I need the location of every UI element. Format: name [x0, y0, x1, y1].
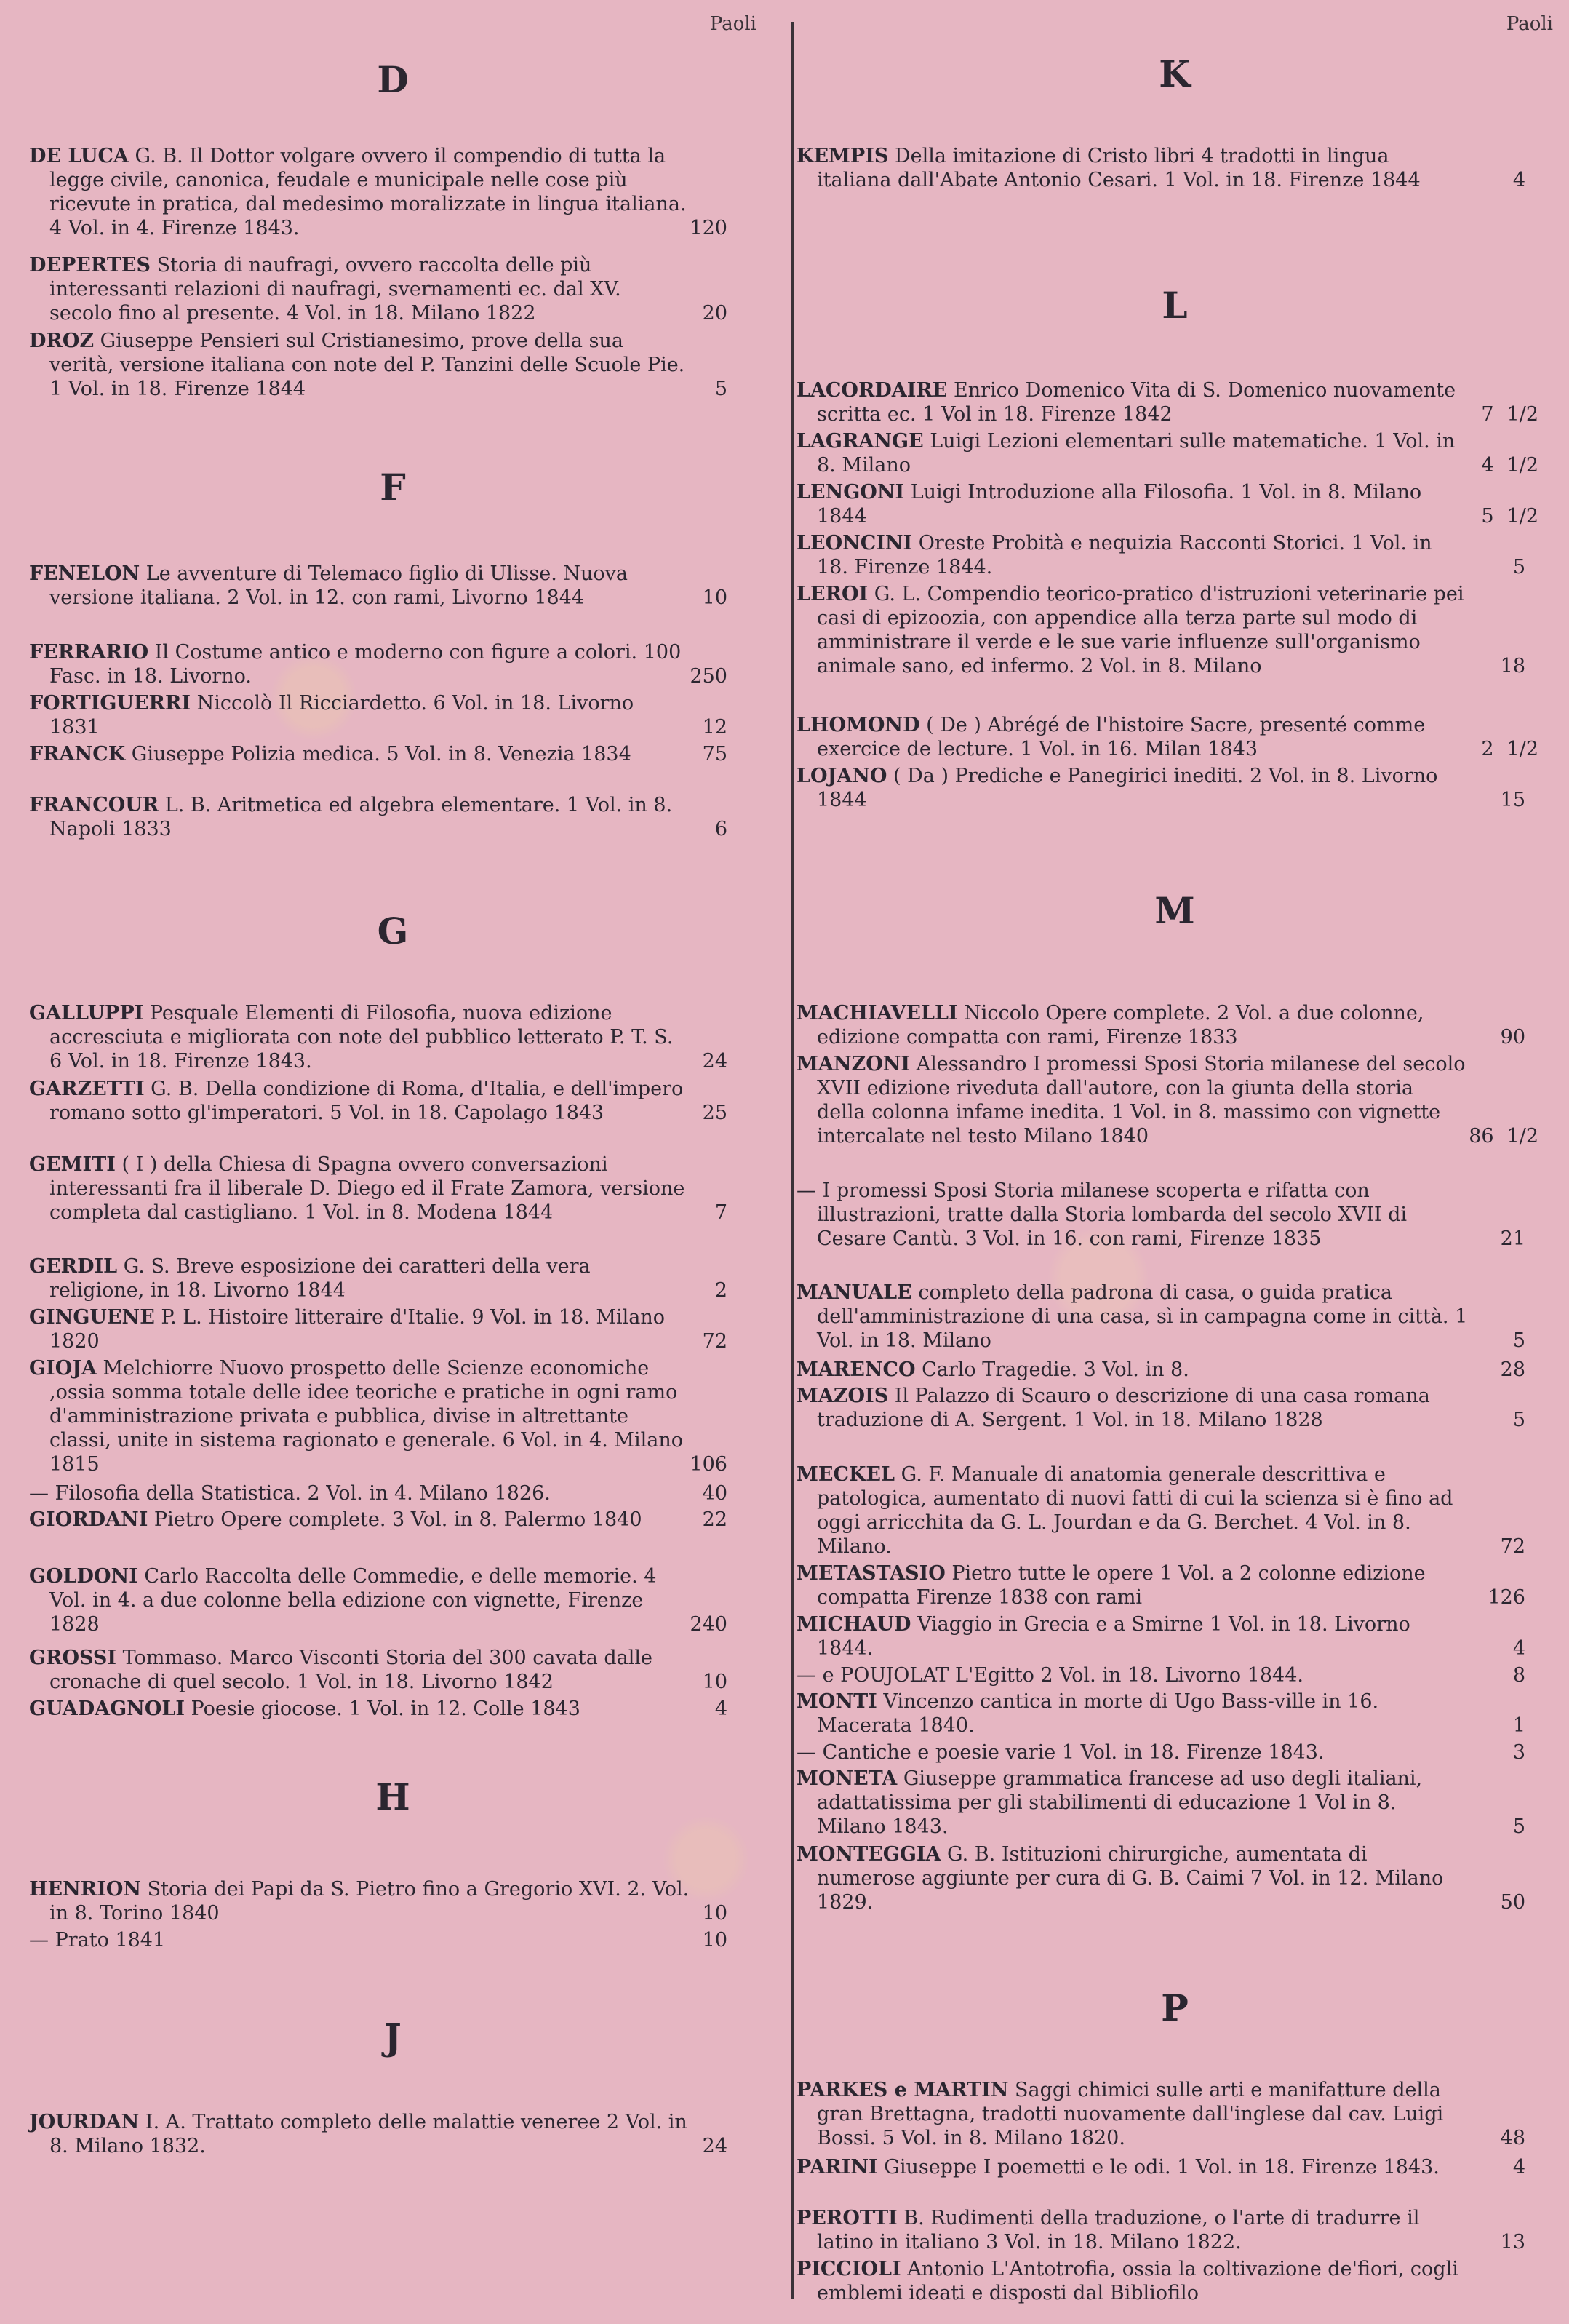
entry-price: 40	[702, 1482, 727, 1505]
entry-price: 12	[702, 716, 727, 739]
entry-price: 72	[702, 1330, 727, 1353]
entry-price: 5	[1512, 1409, 1525, 1431]
catalog-entry: MANUALE completo della padrona di casa, o guida pratica dell'amministrazione di una casa, sì in campagna come in città. 1 Vol. in 18. Milano 5	[797, 1281, 1553, 1353]
left-column	[29, 0, 756, 2324]
entry-price: 1	[1512, 1714, 1525, 1737]
entry-price: 2 1/2	[1481, 738, 1538, 760]
price-column-header: Paoli	[709, 13, 756, 35]
entry-price: 21	[1500, 1227, 1525, 1250]
entry-price: 250	[690, 665, 727, 688]
entry-price: 4	[1512, 169, 1525, 191]
entry-price: 15	[1500, 789, 1525, 811]
section-letter: G	[377, 910, 409, 952]
catalog-entry: MACHIAVELLI Niccolo Opere complete. 2 Vol. a due colonne, edizione compatta con rami, Firenze 1833 90	[797, 1001, 1553, 1049]
entry-price: 28	[1500, 1358, 1525, 1381]
catalog-entry: LEONCINI Oreste Probità e nequizia Racconti Storici. 1 Vol. in 18. Firenze 1844. 5	[797, 531, 1553, 579]
entry-price: 24	[702, 2135, 727, 2157]
entry-price: 126	[1488, 1586, 1525, 1609]
catalog-entry: JOURDAN I. A. Trattato completo delle malattie veneree 2 Vol. in 8. Milano 1832. 24	[29, 2111, 727, 2157]
entry-price: 90	[1500, 1026, 1525, 1048]
entry-price: 7	[714, 1201, 727, 1224]
entry-price: 7 1/2	[1481, 403, 1538, 426]
entry-price: 240	[690, 1613, 727, 1636]
catalog-entry: MECKEL G. F. Manuale di anatomia generale descrittiva e patologica, aumentato di nuovi fatti di cui la scienza si è fino ad oggi arricchita da G. L. Jourdan e da G. Berchet. 4 Vol. in 8. Milano. 72	[797, 1463, 1553, 1559]
entry-price: 4	[1512, 2156, 1525, 2178]
catalog-entry: LHOMOND ( De ) Abrégé de l'histoire Sacre, presenté comme exercice de lecture. 1 Vol. in 16. Milan 1843 2 1/2	[797, 714, 1538, 760]
catalog-entry: PICCIOLI Antonio L'Antotrofia, ossia la coltivazione de'fiori, cogli emblemi ideati e disposti dal Bibliofilo	[797, 2257, 1553, 2305]
catalog-entry: GIOJA Melchiorre Nuovo prospetto delle Scienze economiche ,ossia somma totale delle idee teoriche e pratiche in ogni ramo d'amministrazione privata e pubblica, divise in altrettante classi, unite in sistema ragionato e generale. 6 Vol. in 4. Milano 1815 106	[29, 1357, 727, 1476]
catalog-entry: MONETA Giuseppe grammatica francese ad uso degli italiani, adattatissima per gli stabilimenti di educazione 1 Vol in 8. Milano 1843. 5	[797, 1767, 1553, 1839]
price-column-header: Paoli	[1506, 13, 1553, 35]
catalog-entry: — e POUJOLAT L'Egitto 2 Vol. in 18. Livorno 1844. 8	[797, 1663, 1553, 1687]
entry-price: 4 1/2	[1481, 454, 1538, 477]
right-column	[797, 0, 1553, 2324]
entry-price: 4	[1512, 1637, 1525, 1660]
section-letter: D	[377, 58, 409, 101]
catalog-entry: GERDIL G. S. Breve esposizione dei caratteri della vera religione, in 18. Livorno 1844 2	[29, 1255, 727, 1302]
catalog-entry: HENRION Storia dei Papi da S. Pietro fino a Gregorio XVI. 2. Vol. in 8. Torino 1840 10	[29, 1878, 727, 1925]
entry-price: 24	[702, 1050, 727, 1073]
entry-price: 22	[702, 1508, 727, 1531]
entry-price: 5	[714, 378, 727, 400]
catalog-entry: MANZONI Alessandro I promessi Sposi Storia milanese del secolo XVII edizione riveduta dall'autore, con la giunta della storia della colonna infame inedita. 1 Vol. in 8. massimo con vignette intercalate nel testo Milano 1840 86 1/2	[797, 1053, 1538, 1147]
entry-price: 48	[1500, 2127, 1525, 2149]
catalog-entry: GARZETTI G. B. Della condizione di Roma, d'Italia, e dell'impero romano sotto gl'imperatori. 5 Vol. in 18. Capolago 1843 25	[29, 1078, 727, 1124]
entry-price: 106	[690, 1453, 727, 1476]
catalog-entry: GALLUPPI Pesquale Elementi di Filosofia, nuova edizione accresciuta e migliorata con note del pubblico letterato P. T. S. 6 Vol. in 18. Firenze 1843. 24	[29, 1002, 727, 1073]
catalog-entry: — Filosofia della Statistica. 2 Vol. in 4. Milano 1826. 40	[29, 1482, 727, 1505]
catalog-entry: MONTEGGIA G. B. Istituzioni chirurgiche, aumentata di numerose aggiunte per cura di G. B. Caimi 7 Vol. in 12. Milano 1829. 50	[797, 1842, 1553, 1914]
catalog-entry: PARINI Giuseppe I poemetti e le odi. 1 Vol. in 18. Firenze 1843. 4	[797, 2155, 1553, 2179]
catalog-entry: GUADAGNOLI Poesie giocose. 1 Vol. in 12. Colle 1843 4	[29, 1698, 727, 1720]
section-letter: P	[1161, 1986, 1189, 2029]
section-letter: H	[375, 1775, 410, 1818]
catalog-entry: GEMITI ( I ) della Chiesa di Spagna ovvero conversazioni interessanti fra il liberale D. Diego ed il Frate Zamora, versione completa dal castigliano. 1 Vol. in 8. Modena 1844 7	[29, 1153, 727, 1224]
entry-price: 3	[1512, 1741, 1525, 1764]
entry-price: 10	[702, 586, 727, 609]
section-letter: K	[1159, 52, 1191, 95]
entry-price: 5	[1512, 556, 1525, 578]
entry-price: 13	[1500, 2231, 1525, 2253]
section-letter: M	[1154, 889, 1195, 932]
entry-price: 20	[702, 302, 727, 325]
entry-price: 50	[1500, 1891, 1525, 1914]
catalog-entry: FENELON Le avventure di Telemaco figlio di Ulisse. Nuova versione italiana. 2 Vol. in 12. con rami, Livorno 1844 10	[29, 562, 727, 609]
entry-price: 25	[702, 1102, 727, 1124]
entry-price: 10	[702, 1902, 727, 1925]
entry-price: 10	[702, 1671, 727, 1693]
entry-price: 86 1/2	[1469, 1125, 1538, 1147]
entry-price: 8	[1512, 1664, 1525, 1687]
catalog-entry: — Cantiche e poesie varie 1 Vol. in 18. Firenze 1843. 3	[797, 1740, 1553, 1764]
catalog-entry: DROZ Giuseppe Pensieri sul Cristianesimo, prove della sua verità, versione italiana con note del P. Tanzini delle Scuole Pie. 1 Vol. in 18. Firenze 1844 5	[29, 330, 727, 400]
catalog-entry: DEPERTES Storia di naufragi, ovvero raccolta delle più interessanti relazioni di naufragi, svernamenti ec. dal XV. secolo fino al presente. 4 Vol. in 18. Milano 1822 20	[29, 254, 727, 325]
entry-price: 2	[714, 1279, 727, 1302]
entry-price: 120	[690, 217, 727, 239]
entry-price: 6	[714, 818, 727, 840]
catalog-entry: MICHAUD Viaggio in Grecia e a Smirne 1 Vol. in 18. Livorno 1844. 4	[797, 1612, 1553, 1660]
catalog-entry: FORTIGUERRI Niccolò Il Ricciardetto. 6 Vol. in 18. Livorno 1831 12	[29, 692, 727, 739]
entry-price	[1525, 2281, 1538, 2305]
catalog-entry: LEROI G. L. Compendio teorico-pratico d'istruzioni veterinarie pei casi di epizoozia, con appendice alla terza parte sul modo di amministrare il verde e le sue varie influenze sull'organismo animale sano, ed infermo. 2 Vol. in 8. Milano 18	[797, 582, 1553, 678]
catalog-entry: METASTASIO Pietro tutte le opere 1 Vol. a 2 colonne edizione compatta Firenze 1838 con rami 126	[797, 1561, 1553, 1609]
entry-price: 5	[1512, 1815, 1525, 1838]
entry-price: 75	[702, 743, 727, 765]
catalog-entry: LACORDAIRE Enrico Domenico Vita di S. Domenico nuovamente scritta ec. 1 Vol in 18. Firenze 1842 7 1/2	[797, 379, 1538, 426]
catalog-entry: MAZOIS Il Palazzo di Scauro o descrizione di una casa romana traduzione di A. Sergent. 1 Vol. in 18. Milano 1828 5	[797, 1384, 1553, 1432]
entry-price: 5 1/2	[1481, 505, 1538, 528]
catalog-entry: FERRARIO Il Costume antico e moderno con figure a colori. 100 Fasc. in 18. Livorno. 250	[29, 641, 727, 688]
catalog-entry: FRANCK Giuseppe Polizia medica. 5 Vol. in 8. Venezia 1834 75	[29, 743, 727, 765]
catalog-entry: KEMPIS Della imitazione di Cristo libri 4 tradotti in lingua italiana dall'Abate Antonio Cesari. 1 Vol. in 18. Firenze 1844 4	[797, 144, 1553, 192]
catalog-entry: MARENCO Carlo Tragedie. 3 Vol. in 8. 28	[797, 1358, 1553, 1382]
catalog-entry: LAGRANGE Luigi Lezioni elementari sulle matematiche. 1 Vol. in 8. Milano 4 1/2	[797, 430, 1538, 477]
entry-price: 72	[1500, 1535, 1525, 1558]
catalog-entry: LOJANO ( Da ) Prediche e Panegirici inediti. 2 Vol. in 8. Livorno 1844 15	[797, 764, 1553, 812]
catalog-entry: GINGUENE P. L. Histoire litteraire d'Italie. 9 Vol. in 18. Milano 1820 72	[29, 1306, 727, 1353]
catalog-entry: — Prato 1841 10	[29, 1929, 727, 1951]
catalog-entry: MONTI Vincenzo cantica in morte di Ugo Bass-ville in 16. Macerata 1840. 1	[797, 1690, 1553, 1738]
catalog-entry: GROSSI Tommaso. Marco Visconti Storia del 300 cavata dalle cronache di quel secolo. 1 Vol. in 18. Livorno 1842 10	[29, 1647, 727, 1693]
catalog-entry: — I promessi Sposi Storia milanese scoperta e rifatta con illustrazioni, tratte dalla Storia lombarda del secolo XVII di Cesare Cantù. 3 Vol. in 16. con rami, Firenze 1835 21	[797, 1179, 1553, 1251]
column-divider	[791, 22, 794, 2299]
entry-price: 18	[1500, 655, 1525, 677]
entry-price: 4	[714, 1698, 727, 1720]
catalog-entry: GOLDONI Carlo Raccolta delle Commedie, e delle memorie. 4 Vol. in 4. a due colonne bella edizione con vignette, Firenze 1828 240	[29, 1565, 727, 1636]
section-letter: L	[1162, 284, 1188, 327]
section-letter: J	[384, 2015, 402, 2058]
catalog-entry: LENGONI Luigi Introduzione alla Filosofia. 1 Vol. in 8. Milano 1844 5 1/2	[797, 481, 1538, 528]
catalog-entry: FRANCOUR L. B. Aritmetica ed algebra elementare. 1 Vol. in 8. Napoli 1833 6	[29, 794, 727, 840]
entry-price: 5	[1512, 1329, 1525, 1352]
catalog-entry: PARKES e MARTIN Saggi chimici sulle arti e manifatture della gran Brettagna, tradotti nuovamente dall'inglese dal cav. Luigi Bossi. 5 Vol. in 8. Milano 1820. 48	[797, 2078, 1553, 2150]
entry-price: 10	[702, 1929, 727, 1951]
catalog-entry: GIORDANI Pietro Opere complete. 3 Vol. in 8. Palermo 1840 22	[29, 1508, 727, 1531]
catalog-entry: PEROTTI B. Rudimenti della traduzione, o l'arte di tradurre il latino in italiano 3 Vol. in 18. Milano 1822. 13	[797, 2206, 1553, 2254]
section-letter: F	[380, 466, 406, 509]
catalog-entry: DE LUCA G. B. Il Dottor volgare ovvero il compendio di tutta la legge civile, canonica, feudale e municipale nelle cose più ricevute in pratica, dal medesimo moralizzate in lingua italiana. 4 Vol. in 4. Firenze 1843. 120	[29, 145, 727, 239]
